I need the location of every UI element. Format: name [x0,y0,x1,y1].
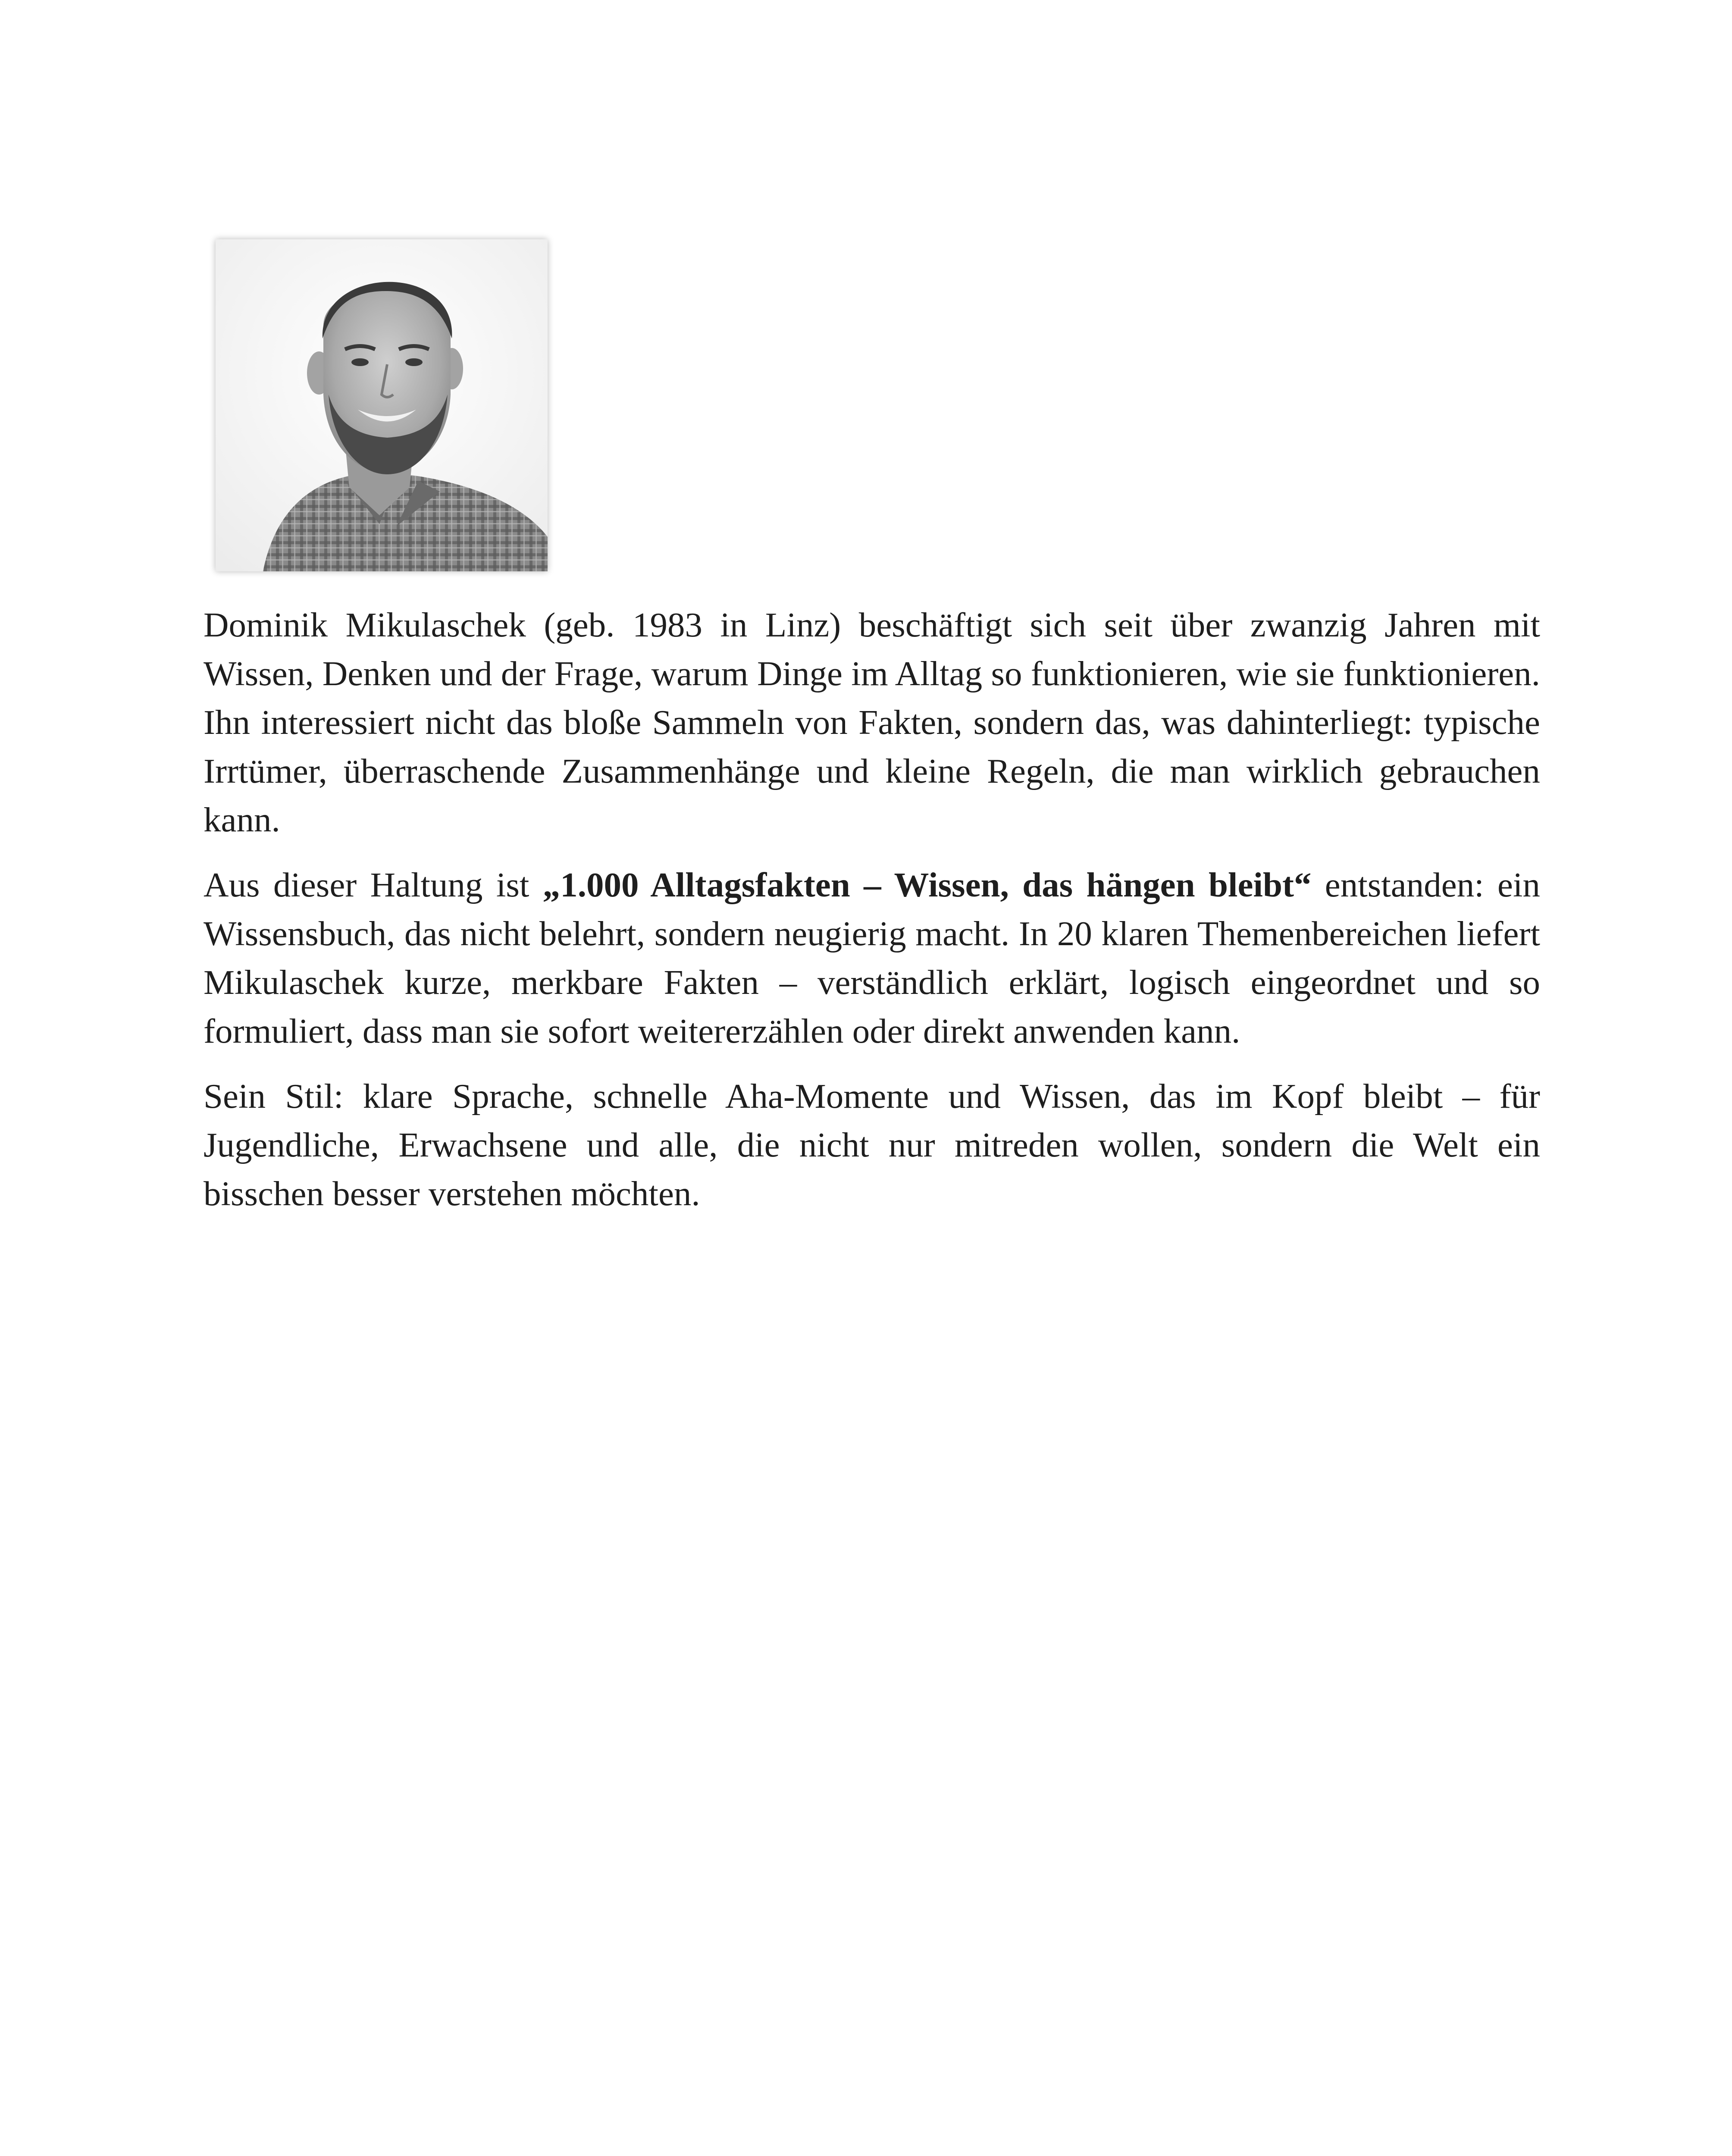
bio-paragraph-2-rest: entstanden: ein Wissensbuch, das nicht belehrt, sondern neugierig macht. In 20 klaren Themenbereichen liefert Mikulaschek kurze, merkbare Fakten – verständlich erklärt, logisch eingeordnet und so formuliert, dass man sie sofort weitererzählen oder direkt anwenden kann. [204,865,1540,1050]
bio-paragraph-2 [204,861,1540,1056]
bio-paragraph-2-intro: Aus dieser Haltung ist [204,865,543,904]
author-portrait-icon [216,239,548,571]
author-bio [204,601,1540,1235]
bio-paragraph-1: Dominik Mikulaschek (geb. 1983 in Linz) beschäftigt sich seit über zwanzig Jahren mit Wissen, Denken und der Frage, warum Dinge im Alltag so funktionieren, wie sie funktionieren. Ihn interessiert nicht das bloße Sammeln von Fakten, sondern das, was dahinterliegt: typische Irrtümer, überraschende Zusammenhänge und kleine Regeln, die man wirklich gebrauchen kann. [204,605,1540,839]
author-portrait [216,239,548,571]
bio-paragraph-3: Sein Stil: klare Sprache, schnelle Aha-Momente und Wissen, das im Kopf bleibt – für Jugendliche, Erwachsene und alle, die nicht nur mitreden wollen, sondern die Welt ein bisschen besser verstehen möchten. [204,1077,1540,1213]
book-title: „1.000 Alltagsfakten – Wissen, das hängen bleibt“ [542,865,1312,904]
